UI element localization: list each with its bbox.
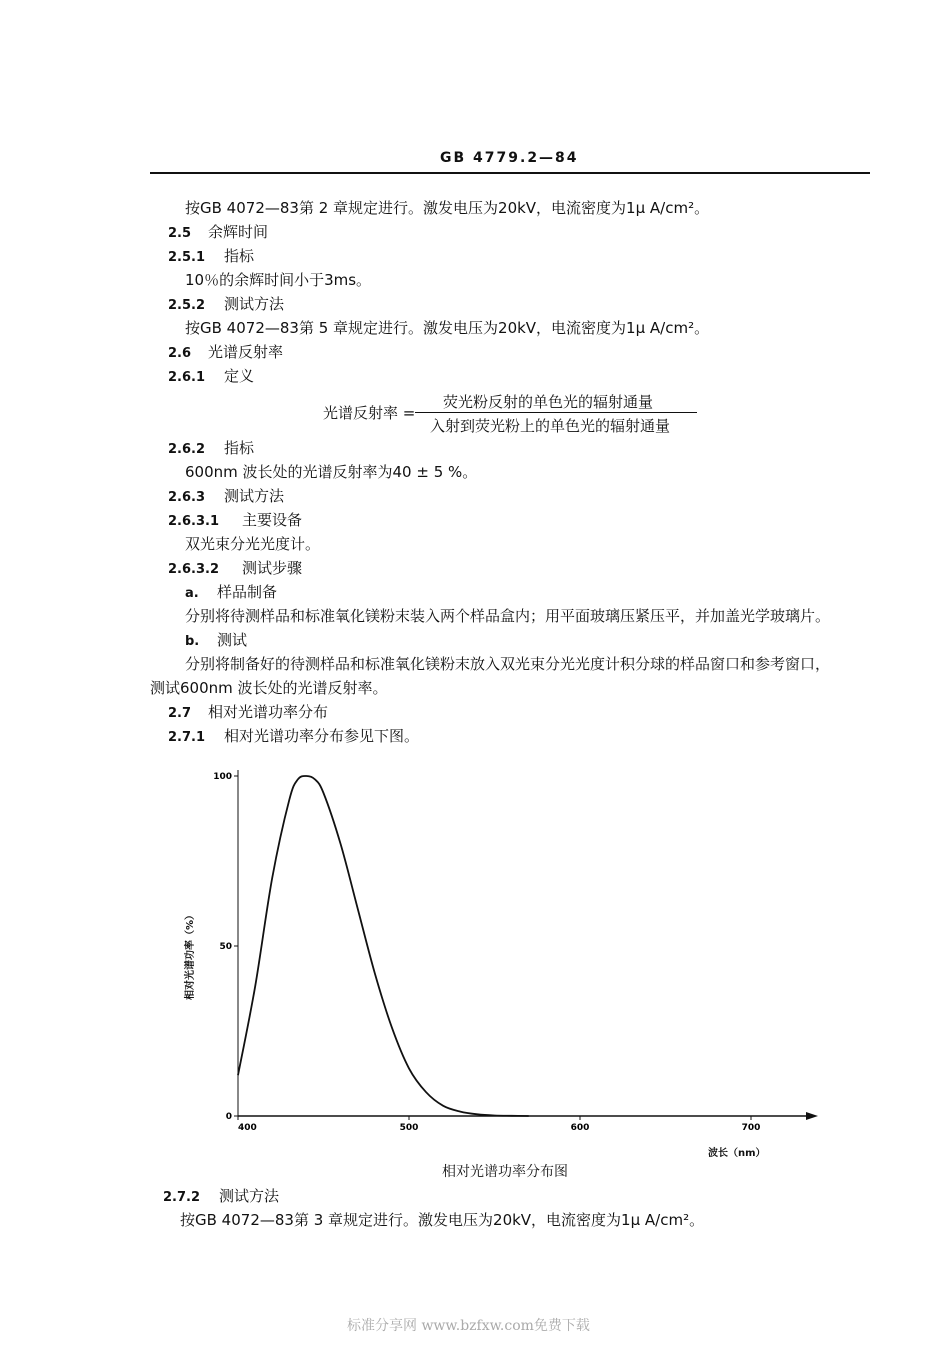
section-number: 2.6 <box>168 346 192 361</box>
x-tick-label: 500 <box>399 1123 419 1133</box>
section-number: 2.6.2 <box>168 442 206 457</box>
y-tick-label: 50 <box>219 942 232 952</box>
text-line: 分别将制备好的待测样品和标准氧化镁粉末放入双光束分光光度计积分球的样品窗口和参考窗口， <box>185 655 831 673</box>
section-title: 测试方法 <box>224 295 285 313</box>
x-tick-label: 700 <box>741 1123 761 1133</box>
section-number: 2.7 <box>168 706 192 721</box>
section-heading <box>163 1185 279 1206</box>
y-tick-label: 100 <box>213 772 232 782</box>
text-line: 按GB 4072—83第 5 章规定进行。激发电压为20kV，电流密度为1μ A/cm²。 <box>185 319 710 337</box>
section-title: 测试 <box>217 631 248 649</box>
section-title: 测试方法 <box>219 1187 280 1205</box>
x-axis-arrow <box>806 1112 818 1120</box>
section-number: 2.5.2 <box>168 298 206 313</box>
section-title: 相对光谱功率分布参见下图。 <box>224 727 420 745</box>
section-title: 定义 <box>224 367 255 385</box>
formula-lhs: 光谱反射率 = <box>323 404 416 422</box>
section-number: b. <box>185 634 200 649</box>
chart-title: 相对光谱功率分布图 <box>442 1164 568 1180</box>
text-line: 测试600nm 波长处的光谱反射率。 <box>150 679 388 697</box>
section-number: 2.6.3.1 <box>168 514 219 529</box>
spectral-curve <box>238 776 529 1116</box>
section-title: 主要设备 <box>242 511 303 529</box>
text-line: 按GB 4072—83第 3 章规定进行。激发电压为20kV，电流密度为1μ A/cm²。 <box>180 1211 705 1229</box>
section-number: 2.7.1 <box>168 730 206 745</box>
formula-numerator: 荧光粉反射的单色光的辐射通量 <box>443 393 654 411</box>
section-title: 指标 <box>224 439 255 457</box>
x-tick-label: 400 <box>238 1123 257 1133</box>
section-title: 测试方法 <box>224 487 285 505</box>
section-number: a. <box>185 586 199 601</box>
text-line: 按GB 4072—83第 2 章规定进行。激发电压为20kV，电流密度为1μ A/cm²。 <box>185 199 710 217</box>
header-code: GB 4779.2—84 <box>440 150 579 166</box>
formula-denominator: 入射到荧光粉上的单色光的辐射通量 <box>430 417 671 435</box>
section-title: 余辉时间 <box>208 223 269 241</box>
section-number: 2.7.2 <box>163 1190 201 1205</box>
section-number: 2.5.1 <box>168 250 206 265</box>
section-number: 2.5 <box>168 226 192 241</box>
section-number: 2.6.3 <box>168 490 206 505</box>
text-line: 10％的余辉时间小于3ms。 <box>185 271 372 289</box>
text-line: 双光束分光光度计。 <box>185 535 321 553</box>
section-title: 样品制备 <box>217 583 278 601</box>
section-title: 测试步骤 <box>242 559 303 577</box>
section-title: 光谱反射率 <box>208 343 284 361</box>
x-axis-label: 波长（nm） <box>708 1148 766 1159</box>
text-line: 600nm 波长处的光谱反射率为40 ± 5 %。 <box>185 463 478 481</box>
x-tick-label: 600 <box>570 1123 590 1133</box>
section-title: 指标 <box>224 247 255 265</box>
y-axis-label: 相对光谱功率（%） <box>185 909 196 1001</box>
text-line: 分别将待测样品和标准氧化镁粉末装入两个样品盒内；用平面玻璃压紧压平，并加盖光学玻璃片。 <box>185 607 831 625</box>
watermark: 标准分享网 www.bzfxw.com免费下载 <box>347 1318 590 1334</box>
y-tick-label: 0 <box>225 1112 232 1122</box>
section-title: 相对光谱功率分布 <box>208 703 329 721</box>
section-number: 2.6.3.2 <box>168 562 219 577</box>
section-number: 2.6.1 <box>168 370 206 385</box>
